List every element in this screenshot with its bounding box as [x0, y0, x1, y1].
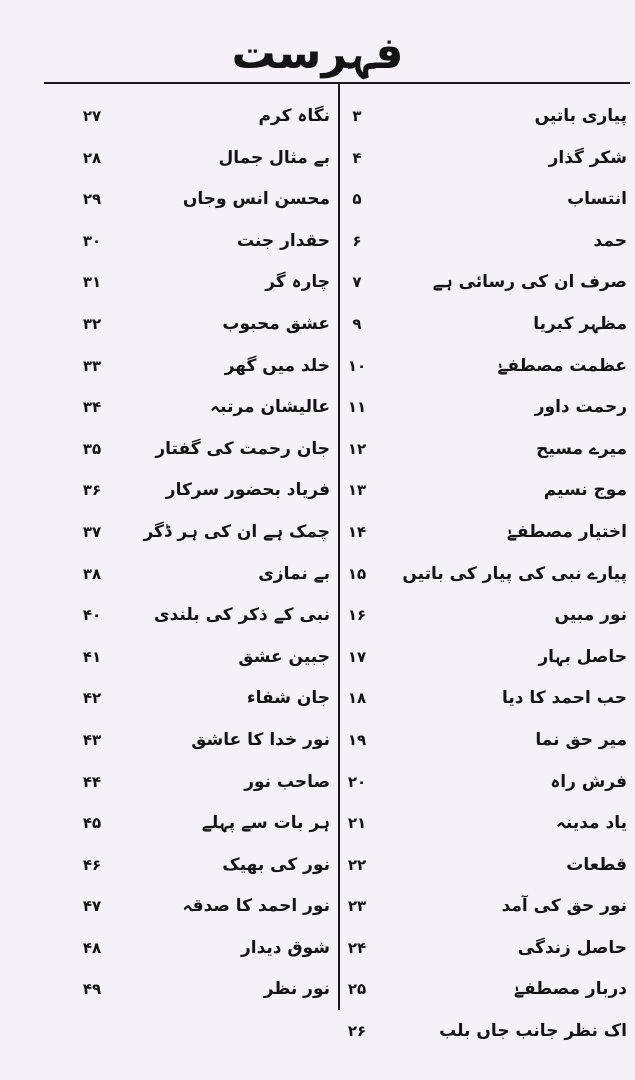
toc-entry-page-number: ۱۴	[347, 522, 367, 541]
toc-entry-title: نور احمد کا صدقہ	[182, 896, 330, 917]
toc-entry-page-number: ۴۶	[82, 855, 102, 874]
toc-entry-title: شکر گذار	[548, 147, 627, 168]
toc-entry-title: عالیشان مرتبہ	[210, 397, 330, 418]
toc-entry-page-number: ۱۸	[347, 689, 367, 708]
toc-entry-title: اختیار مصطفےٰ	[506, 521, 627, 542]
toc-entry	[80, 267, 330, 309]
toc-entry	[80, 226, 330, 268]
toc-entry-title: حاصل بہار	[538, 646, 627, 667]
toc-entry-title: میر حق نما	[535, 729, 627, 750]
toc-entry	[80, 725, 330, 767]
toc-entry-title: یاد مدینہ	[555, 813, 627, 834]
toc-entry-page-number: ۲۵	[347, 980, 367, 999]
toc-entry-page-number: ۴	[352, 148, 362, 167]
toc-entry	[337, 808, 627, 850]
toc-entry-title: عشق محبوب	[222, 313, 330, 334]
toc-entry-page-number: ۳۲	[82, 314, 102, 333]
toc-entry	[337, 309, 627, 351]
toc-entry	[337, 267, 627, 309]
toc-entry	[80, 642, 330, 684]
toc-entry-page-number: ۲۸	[82, 148, 102, 167]
toc-entry-title: میرے مسیح	[536, 438, 627, 459]
toc-entry-title: نگاہ کرم	[258, 106, 330, 126]
toc-entry-title: حقدار جنت	[236, 230, 330, 251]
toc-entry-title: بے نمازی	[258, 563, 330, 584]
toc-entry	[337, 226, 627, 268]
toc-entry-page-number: ۳۶	[82, 481, 102, 500]
toc-entry	[80, 559, 330, 601]
toc-entry-page-number: ۴۴	[82, 772, 102, 791]
toc-entry-title: پیاری باتیں	[534, 106, 627, 126]
toc-entry-page-number: ۹	[352, 314, 362, 333]
toc-entry-title: انتساب	[567, 189, 627, 210]
toc-entry	[80, 683, 330, 725]
toc-entry-title: محسن انس وجاں	[182, 189, 330, 210]
toc-entry-page-number: ۴۲	[82, 689, 102, 708]
toc-entry-title: نبی کے ذکر کی بلندی	[154, 605, 330, 626]
toc-entry-title: عظمت مصطفےٰ	[497, 355, 627, 376]
toc-entry	[337, 933, 627, 975]
toc-entry	[337, 1016, 627, 1058]
toc-entry-page-number: ۱۰	[347, 356, 367, 375]
toc-entry-title: حمد	[593, 230, 627, 251]
toc-entry	[337, 101, 627, 143]
toc-entry-page-number: ۲۳	[347, 897, 367, 916]
toc-entry	[337, 517, 627, 559]
toc-entry-page-number: ۱۵	[347, 564, 367, 583]
toc-entry-page-number: ۳۴	[82, 398, 102, 417]
toc-entry-page-number: ۶	[352, 231, 362, 250]
toc-entry-page-number: ۷	[352, 273, 362, 292]
toc-entry-title: صاحب نور	[244, 771, 330, 792]
toc-entry	[80, 600, 330, 642]
toc-entry-page-number: ۱۱	[347, 398, 367, 417]
toc-entry-page-number: ۴۳	[82, 730, 102, 749]
toc-entry-title: شوق دیدار	[240, 937, 330, 958]
toc-entry-title: دربار مصطفےٰ	[513, 979, 627, 1000]
toc-entry-page-number: ۱۷	[347, 647, 367, 666]
toc-entry	[80, 143, 330, 185]
toc-entry	[80, 850, 330, 892]
toc-entry-title: مظہر کبریا	[533, 313, 627, 334]
toc-entry-page-number: ۴۹	[82, 980, 102, 999]
toc-entry-page-number: ۲۷	[82, 107, 102, 125]
toc-entry	[80, 933, 330, 975]
header-rule	[44, 82, 630, 84]
toc-entry	[337, 475, 627, 517]
toc-entry-page-number: ۱۹	[347, 730, 367, 749]
toc-entry-page-number: ۲۶	[347, 1022, 367, 1041]
toc-entry-title: چارہ گر	[265, 272, 330, 293]
toc-entry	[337, 559, 627, 601]
toc-entry	[80, 517, 330, 559]
toc-entry-title: جبین عشق	[238, 646, 330, 667]
toc-entry-title: چمک ہے ان کی ہر ڈگر	[143, 521, 330, 542]
toc-entry-title: اک نظر جانب جاں بلب	[439, 1021, 627, 1042]
toc-entry-title: قطعات	[566, 854, 627, 875]
toc-entry-page-number: ۱۳	[347, 481, 367, 500]
toc-entry-page-number: ۴۰	[82, 606, 102, 625]
toc-entry	[337, 184, 627, 226]
toc-entry-page-number: ۳۷	[82, 522, 102, 541]
toc-entry-title: خلد میں گھر	[224, 355, 330, 376]
toc-entry	[337, 850, 627, 892]
toc-entry-title: رحمت داور	[534, 397, 627, 418]
toc-entry	[337, 351, 627, 393]
toc-entry	[80, 392, 330, 434]
toc-entry	[80, 808, 330, 850]
toc-entry	[80, 434, 330, 476]
toc-entry-page-number: ۴۸	[82, 938, 102, 957]
toc-entry-page-number: ۲۱	[347, 814, 367, 833]
toc-entry	[80, 974, 330, 1016]
toc-entry	[337, 767, 627, 809]
toc-entry	[337, 392, 627, 434]
toc-entry	[80, 101, 330, 143]
toc-entry-page-number: ۳۰	[82, 231, 102, 250]
toc-entry-title: حاصل زندگی	[517, 937, 627, 958]
toc-entry	[80, 891, 330, 933]
toc-entry-page-number: ۵	[352, 190, 362, 209]
toc-entry-title: فرش راہ	[550, 771, 627, 792]
toc-entry	[337, 642, 627, 684]
toc-entry-page-number: ۲۰	[347, 772, 367, 791]
toc-entry-page-number: ۲۴	[347, 938, 367, 957]
toc-entry-page-number: ۱۶	[347, 606, 367, 625]
toc-entry-title: نور نظر	[263, 979, 330, 1000]
toc-entry	[80, 475, 330, 517]
toc-entry-title: صرف ان کی رسائی ہے	[432, 272, 627, 293]
toc-entry-title: نور حق کی آمد	[501, 896, 627, 917]
toc-entry-title: حب احمد کا دیا	[501, 688, 627, 709]
toc-entry	[337, 725, 627, 767]
toc-entry-page-number: ۴۷	[82, 897, 102, 916]
toc-entry-title: نور کی بھیک	[222, 854, 330, 875]
toc-entry	[337, 600, 627, 642]
toc-entry-page-number: ۳۳	[82, 356, 102, 375]
toc-entry	[337, 683, 627, 725]
toc-entry	[337, 143, 627, 185]
toc-entry-page-number: ۳۸	[82, 564, 102, 583]
toc-entry-page-number: ۴۱	[82, 647, 102, 666]
toc-entry-page-number: ۴۵	[82, 814, 102, 833]
toc-entry-page-number: ۳	[352, 107, 362, 125]
toc-entry-page-number: ۳۱	[82, 273, 102, 292]
toc-column-right	[337, 101, 627, 1058]
toc-entry	[337, 891, 627, 933]
toc-entry	[80, 309, 330, 351]
toc-entry-page-number: ۲۲	[347, 855, 367, 874]
toc-entry	[337, 974, 627, 1016]
toc-entry-page-number: ۳۵	[82, 439, 102, 458]
toc-entry	[80, 767, 330, 809]
toc-entry-page-number: ۲۹	[82, 190, 102, 209]
toc-entry-title: جان رحمت کی گفتار	[155, 438, 330, 459]
toc-column-left	[80, 101, 330, 1016]
toc-entry-title: نور مبیں	[554, 605, 627, 626]
toc-entry-title: جان شفاء	[246, 688, 330, 709]
toc-entry	[337, 434, 627, 476]
page-title: فہرست	[231, 28, 404, 79]
toc-entry-title: نور خدا کا عاشق	[191, 729, 330, 750]
toc-entry-title: فریاد بحضور سرکار	[165, 480, 330, 501]
toc-entry	[80, 184, 330, 226]
toc-entry-page-number: ۱۲	[347, 439, 367, 458]
toc-entry-title: ہر بات سے پہلے	[201, 813, 330, 834]
toc-entry-title: پیارے نبی کی پیار کی باتیں	[402, 563, 627, 584]
toc-entry-title: موج نسیم	[543, 480, 627, 501]
toc-entry	[80, 351, 330, 393]
toc-entry-title: بے مثال جمال	[218, 147, 330, 168]
